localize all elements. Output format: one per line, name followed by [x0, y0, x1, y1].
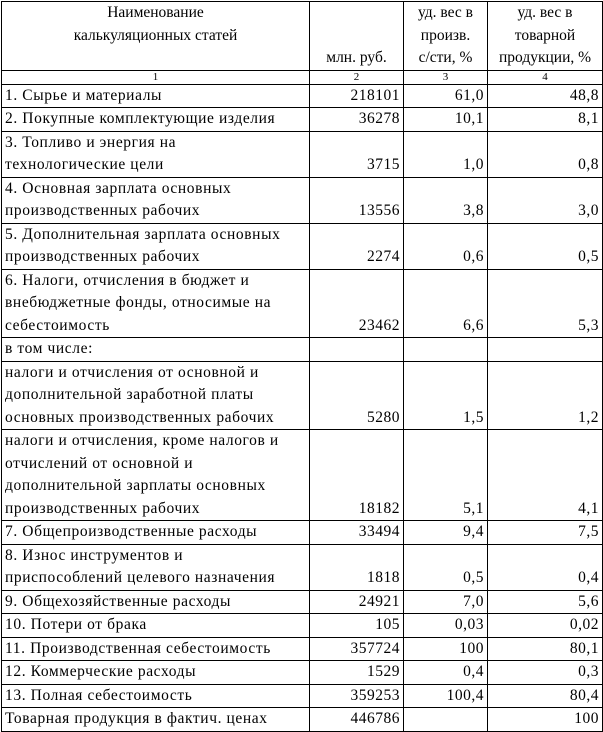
share-cost-cell: 100,4: [404, 684, 488, 708]
million-rub-cell: 33494: [310, 521, 404, 545]
million-rub-cell: 1529: [310, 661, 404, 685]
item-name-line: 12. Коммерческие расходы: [5, 663, 197, 680]
share-cost-cell: 0,03: [404, 614, 488, 638]
header-line: с/сти, %: [418, 49, 473, 66]
item-name-cell: [2, 177, 310, 223]
share-product-cell: 0,4: [488, 544, 603, 590]
share-product-cell: 0,02: [488, 614, 603, 638]
share-product-cell: 3,0: [488, 177, 603, 223]
share-product-cell: 0,3: [488, 661, 603, 685]
share-cost-cell: 10,1: [404, 108, 488, 132]
table-row: [2, 521, 603, 545]
header-row: [2, 2, 603, 71]
million-rub-cell: 357724: [310, 637, 404, 661]
share-cost-cell: 1,0: [404, 131, 488, 177]
header-share-product: [488, 2, 603, 71]
header-line: млн. руб.: [326, 49, 387, 66]
share-cost-cell: 61,0: [404, 84, 488, 108]
item-name-line: технологические цели: [5, 156, 164, 173]
item-name-line: 1. Сырье и материалы: [5, 86, 163, 104]
item-name-line: 5. Дополнительная зарплата основных: [5, 225, 281, 243]
item-name-cell: [2, 661, 310, 685]
million-rub-cell: 23462: [310, 269, 404, 338]
item-name-line: 3. Топливо и энергия на: [5, 133, 177, 151]
item-name-cell: [2, 269, 310, 338]
item-name-cell: [2, 708, 310, 732]
item-name-cell: [2, 544, 310, 590]
header-line: калькуляционных статей: [73, 26, 238, 44]
item-name-cell: [2, 361, 310, 430]
item-name-line: 6. Налоги, отчисления в бюджет и: [5, 271, 250, 289]
header-line: [5, 47, 306, 70]
share-cost-cell: [404, 338, 488, 362]
item-name-line: 7. Общепроизводственные расходы: [5, 523, 258, 540]
share-cost-cell: 0,4: [404, 661, 488, 685]
million-rub-cell: 24921: [310, 590, 404, 614]
table-row: [2, 661, 603, 685]
table-row: [2, 544, 603, 590]
table-row: [2, 84, 603, 108]
share-product-cell: 5,6: [488, 590, 603, 614]
share-product-cell: 1,2: [488, 361, 603, 430]
item-name-cell: [2, 84, 310, 108]
item-name-line: производственных рабочих: [5, 248, 201, 265]
item-name-cell: [2, 614, 310, 638]
item-name-line: Товарная продукция в фактич. ценах: [5, 710, 268, 727]
table-row: [2, 361, 603, 430]
item-name-line: 11. Производственная себестоимость: [5, 639, 271, 657]
million-rub-cell: 218101: [310, 84, 404, 108]
share-product-cell: 0,8: [488, 131, 603, 177]
table-row: [2, 637, 603, 661]
item-name-cell: [2, 338, 310, 362]
column-number: 3: [404, 70, 488, 84]
share-cost-cell: 7,0: [404, 590, 488, 614]
share-cost-cell: 9,4: [404, 521, 488, 545]
item-name-line: дополнительной заработной платы: [5, 386, 254, 403]
header-share-cost: [404, 2, 488, 71]
header-line: продукции, %: [498, 49, 592, 66]
share-product-cell: 5,3: [488, 269, 603, 338]
header-line: произв.: [420, 26, 471, 44]
item-name-line: налоги и отчисления, кроме налогов и: [5, 432, 279, 449]
item-name-line: налоги и отчисления от основной и: [5, 363, 259, 381]
table-row: [2, 131, 603, 177]
table-row: [2, 614, 603, 638]
cost-items-table: [1, 1, 603, 732]
item-name-cell: [2, 430, 310, 521]
share-product-cell: 8,1: [488, 108, 603, 132]
column-number-row: [2, 70, 603, 84]
column-number: 1: [2, 70, 310, 84]
share-cost-cell: 3,8: [404, 177, 488, 223]
million-rub-cell: 36278: [310, 108, 404, 132]
item-name-line: отчислений от основной и: [5, 454, 194, 472]
header-line: товарной: [514, 26, 576, 44]
item-name-line: внебюджетные фонды, относимые на: [5, 294, 272, 311]
item-name-line: основных производственных рабочих: [5, 408, 275, 426]
share-product-cell: 0,5: [488, 223, 603, 269]
column-number: 4: [488, 70, 603, 84]
million-rub-cell: 446786: [310, 708, 404, 732]
item-name-line: 8. Износ инструментов и: [5, 546, 184, 564]
table-row: [2, 338, 603, 362]
item-name-line: 4. Основная зарплата основных: [5, 179, 232, 197]
header-line: уд. вес в: [418, 4, 473, 21]
share-product-cell: 48,8: [488, 84, 603, 108]
item-name-line: производственных рабочих: [5, 499, 201, 517]
item-name-cell: [2, 223, 310, 269]
item-name-line: 2. Покупные комплектующие изделия: [5, 110, 276, 127]
share-product-cell: [488, 338, 603, 362]
table-row: [2, 590, 603, 614]
item-name-cell: [2, 637, 310, 661]
million-rub-cell: 5280: [310, 361, 404, 430]
item-name-cell: [2, 521, 310, 545]
share-product-cell: 80,1: [488, 637, 603, 661]
share-cost-cell: 6,6: [404, 269, 488, 338]
item-name-line: в том числе:: [5, 340, 93, 357]
million-rub-cell: 105: [310, 614, 404, 638]
item-name-cell: [2, 108, 310, 132]
share-cost-cell: [404, 708, 488, 732]
item-name-line: себестоимость: [5, 316, 110, 334]
table-row: [2, 108, 603, 132]
share-product-cell: 4,1: [488, 430, 603, 521]
header-item-name: [2, 2, 310, 71]
item-name-line: 10. Потери от брака: [5, 616, 147, 633]
million-rub-cell: 18182: [310, 430, 404, 521]
table-row: [2, 684, 603, 708]
share-product-cell: 80,4: [488, 684, 603, 708]
column-number: 2: [310, 70, 404, 84]
million-rub-cell: [310, 338, 404, 362]
item-name-line: дополнительной зарплаты основных: [5, 477, 266, 494]
table-row: [2, 177, 603, 223]
million-rub-cell: 1818: [310, 544, 404, 590]
item-name-cell: [2, 590, 310, 614]
million-rub-cell: 13556: [310, 177, 404, 223]
table-row: [2, 708, 603, 732]
item-name-line: производственных рабочих: [5, 202, 201, 219]
table-row: [2, 223, 603, 269]
table-row: [2, 430, 603, 521]
cost-structure-document: [0, 1, 603, 727]
table-row: [2, 269, 603, 338]
share-cost-cell: 100: [404, 637, 488, 661]
share-cost-cell: 0,5: [404, 544, 488, 590]
item-name-line: 13. Полная себестоимость: [5, 686, 193, 704]
share-cost-cell: 5,1: [404, 430, 488, 521]
item-name-line: приспособлений целевого назначения: [5, 569, 276, 586]
header-million-rub: [310, 2, 404, 71]
share-cost-cell: 1,5: [404, 361, 488, 430]
million-rub-cell: 2274: [310, 223, 404, 269]
million-rub-cell: 359253: [310, 684, 404, 708]
share-product-cell: 100: [488, 708, 603, 732]
item-name-cell: [2, 684, 310, 708]
header-line: уд. вес в: [517, 4, 573, 21]
item-name-cell: [2, 131, 310, 177]
million-rub-cell: 3715: [310, 131, 404, 177]
share-cost-cell: 0,6: [404, 223, 488, 269]
header-line: Наименование: [107, 4, 204, 21]
item-name-line: 9. Общехозяйственные расходы: [5, 592, 232, 610]
share-product-cell: 7,5: [488, 521, 603, 545]
